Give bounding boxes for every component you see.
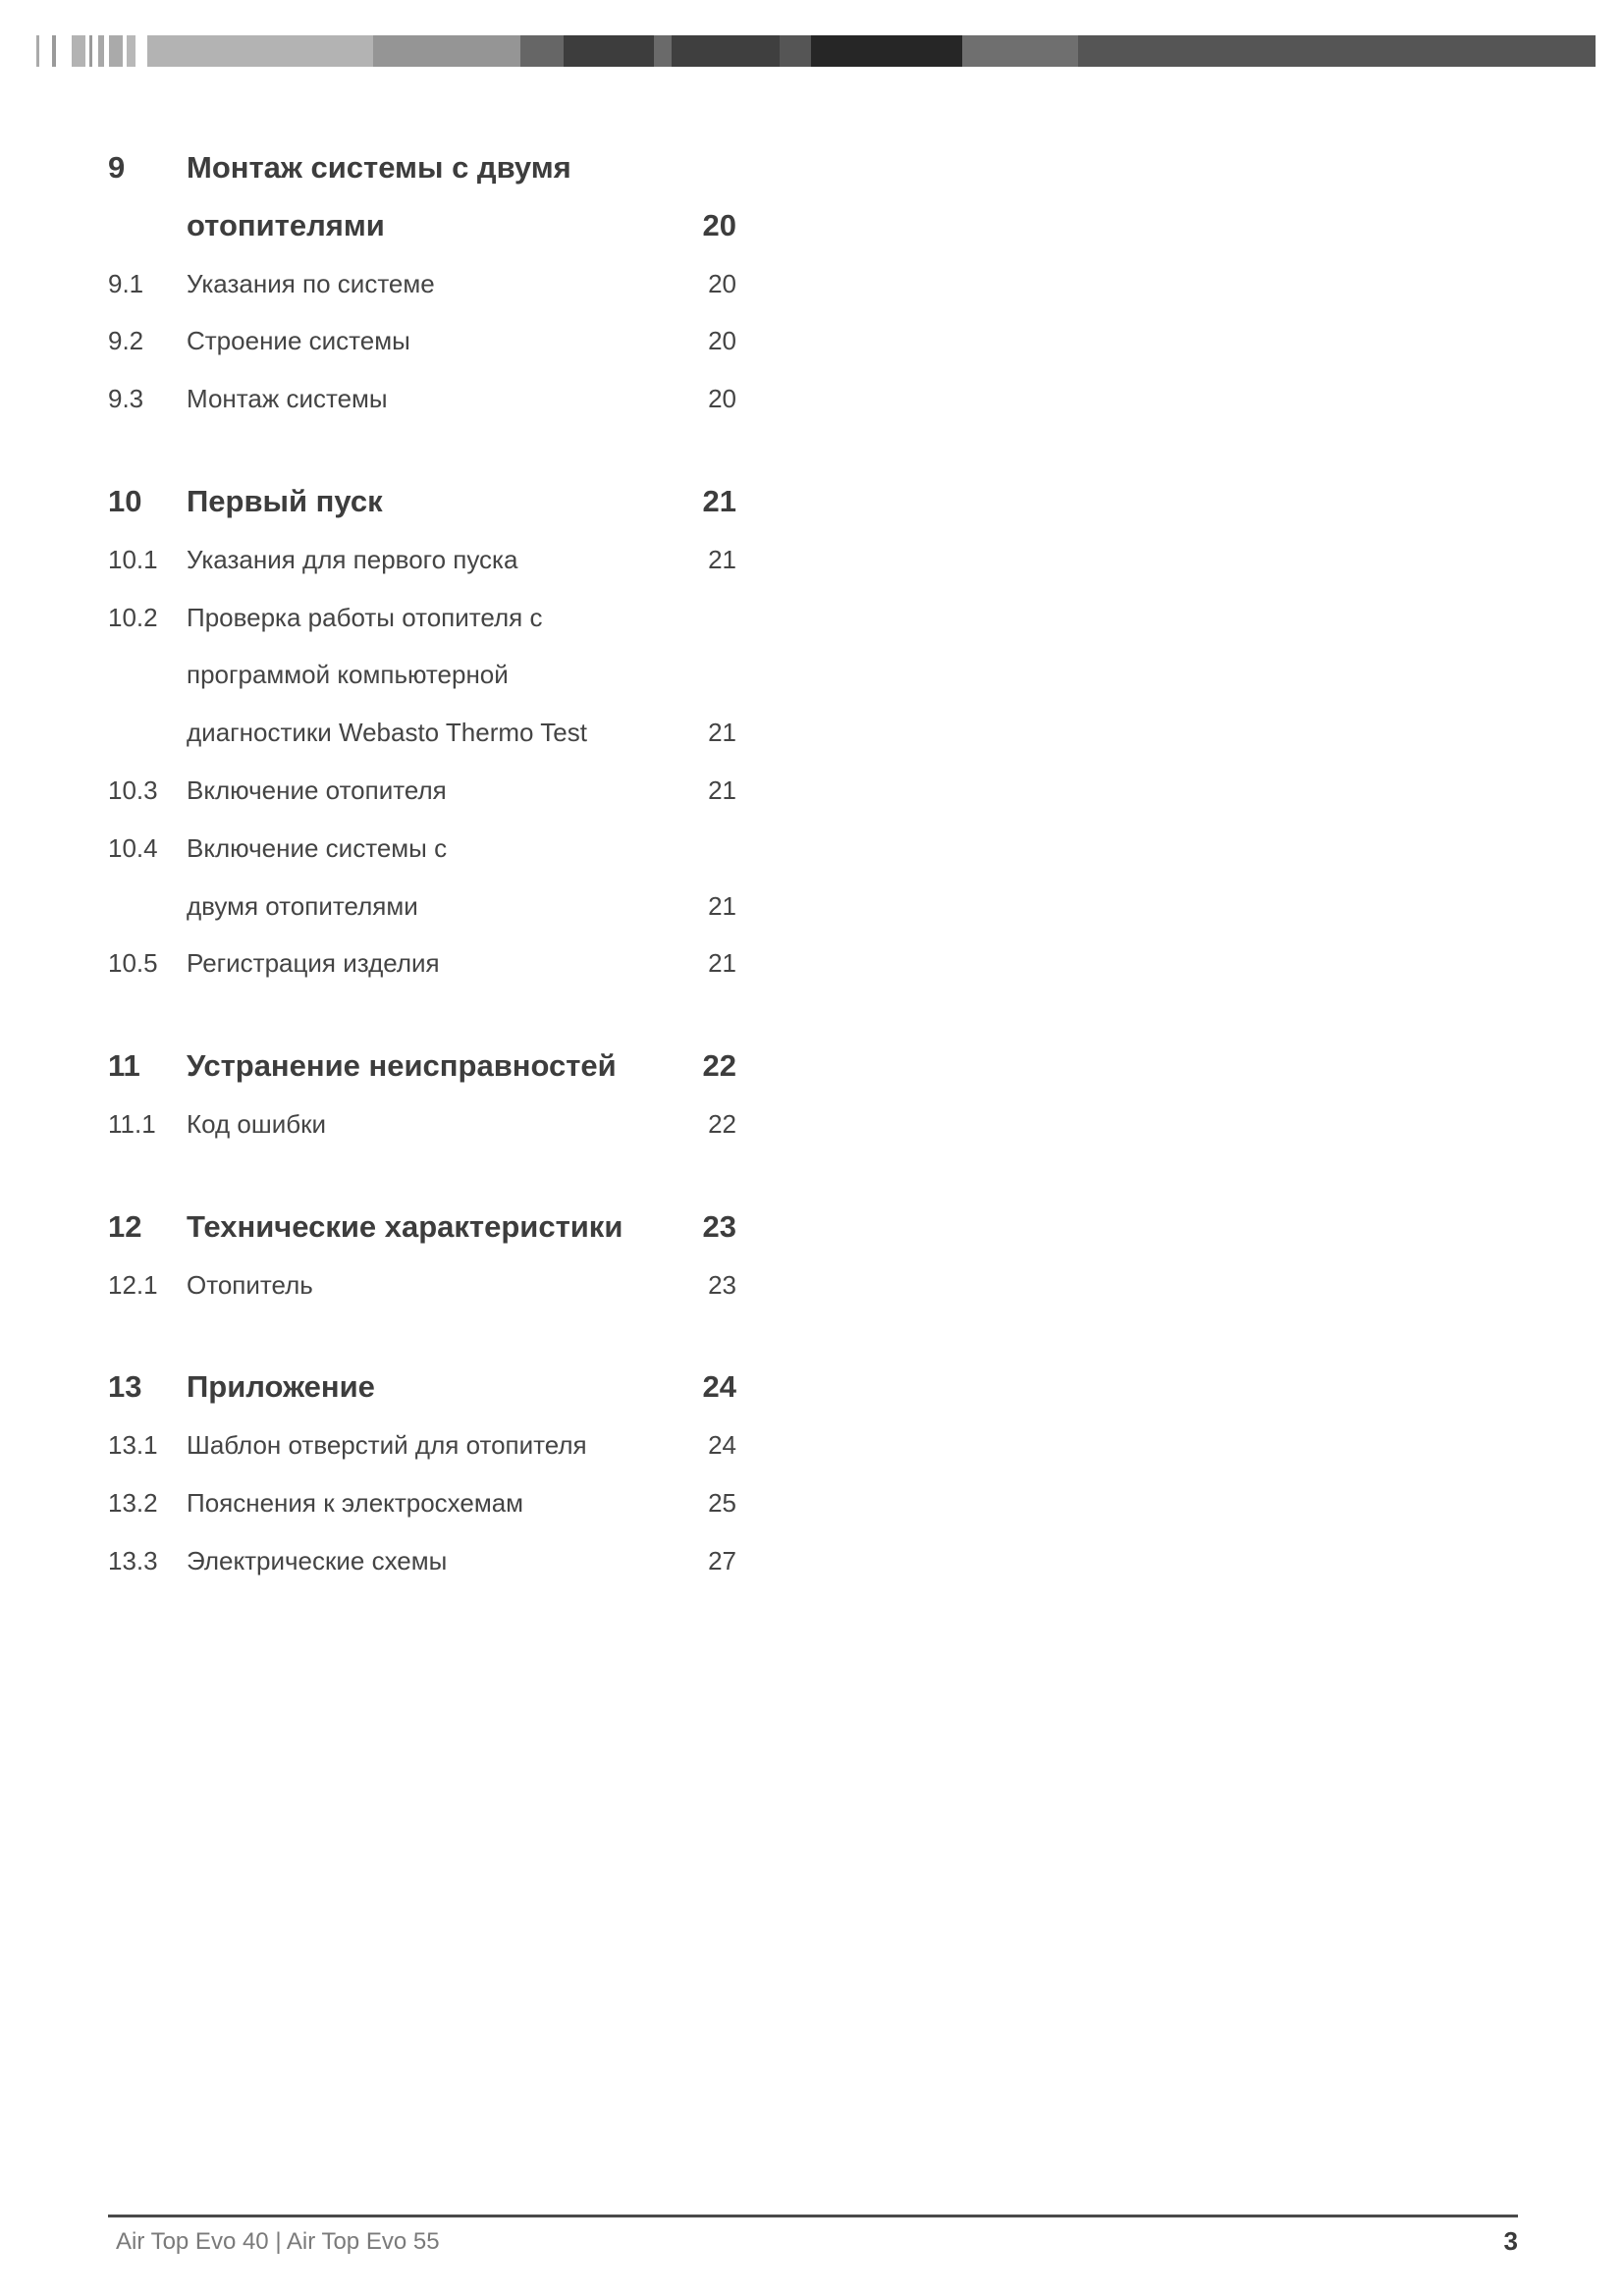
toc-item-line[interactable] (108, 934, 736, 992)
header-bar-tick (89, 35, 92, 67)
toc-item-number: 9.3 (108, 384, 144, 414)
toc-item-line[interactable] (108, 531, 736, 589)
toc-item-page: 24 (708, 1430, 736, 1461)
toc-item-title: Код ошибки (187, 1108, 327, 1139)
toc-item-line[interactable] (108, 704, 736, 762)
toc-item-title: Шаблон отверстий для отопителя (187, 1430, 587, 1461)
toc-item-line[interactable] (108, 1256, 736, 1314)
toc-chapter-line[interactable] (108, 139, 736, 197)
toc-item-title: диагностики Webasto Thermo Test (187, 718, 587, 748)
toc-section (108, 1038, 736, 1153)
toc-section (108, 139, 736, 428)
toc-item-line[interactable] (108, 646, 736, 704)
toc-item-title: Включение системы с (187, 832, 448, 863)
toc-item-number: 13.3 (108, 1545, 158, 1575)
toc-item-title: Проверка работы отопителя с (187, 602, 543, 632)
toc-item-number: 12.1 (108, 1269, 158, 1300)
header-bar-tick (98, 35, 104, 67)
toc-item-page: 21 (708, 774, 736, 805)
toc-item-page: 20 (708, 326, 736, 356)
toc-item-page: 21 (708, 544, 736, 574)
toc-item-page: 20 (708, 384, 736, 414)
header-bar-tick (109, 35, 123, 67)
toc-item-page: 23 (708, 1269, 736, 1300)
toc-item-page: 27 (708, 1545, 736, 1575)
header-bar-segment (1078, 35, 1596, 67)
header-bar-segment (520, 35, 564, 67)
toc-item-line[interactable] (108, 589, 736, 647)
toc-item-line[interactable] (108, 762, 736, 820)
header-bar-segment (962, 35, 1078, 67)
header-bar-segment (672, 35, 780, 67)
header-bar-tick (127, 35, 135, 67)
toc-item-line[interactable] (108, 1095, 736, 1153)
toc-item-line[interactable] (108, 255, 736, 313)
toc-item-title: программой компьютерной (187, 660, 509, 690)
header-bar-segment (654, 35, 672, 67)
toc-chapter-title: Приложение (187, 1369, 375, 1405)
toc-chapter-line[interactable] (108, 1199, 736, 1256)
toc-chapter-page: 22 (702, 1048, 736, 1084)
toc-chapter-line[interactable] (108, 473, 736, 531)
toc-item-number: 13.1 (108, 1430, 158, 1461)
toc-item-number: 9.1 (108, 268, 144, 298)
header-bar-segment (780, 35, 811, 67)
toc-item-title: Включение отопителя (187, 774, 447, 805)
toc-item-title: Строение системы (187, 326, 410, 356)
toc-item-title: двумя отопителями (187, 890, 418, 921)
header-bar-segment (564, 35, 654, 67)
toc-item-line[interactable] (108, 1474, 736, 1532)
toc-item-title: Отопитель (187, 1269, 313, 1300)
footer-divider (108, 2215, 1518, 2217)
toc-chapter-number: 9 (108, 150, 126, 185)
toc-chapter-title: Технические характеристики (187, 1208, 623, 1244)
toc-item-title: Регистрация изделия (187, 948, 440, 979)
toc-item-line[interactable] (108, 820, 736, 878)
toc-section (108, 473, 736, 992)
toc-item-page: 21 (708, 718, 736, 748)
toc-item-number: 10.1 (108, 544, 158, 574)
toc-chapter-title: Первый пуск (187, 483, 383, 518)
toc-item-number: 10.4 (108, 832, 158, 863)
table-of-contents (108, 139, 736, 1635)
toc-chapter-number: 10 (108, 483, 142, 518)
toc-item-number: 13.2 (108, 1487, 158, 1518)
toc-chapter-page: 20 (702, 207, 736, 242)
toc-item-title: Электрические схемы (187, 1545, 448, 1575)
toc-chapter-line[interactable] (108, 197, 736, 255)
toc-item-line[interactable] (108, 1416, 736, 1474)
toc-chapter-page: 23 (702, 1208, 736, 1244)
toc-item-page: 20 (708, 268, 736, 298)
header-bar-segment (373, 35, 520, 67)
toc-item-title: Указания по системе (187, 268, 435, 298)
toc-item-number: 10.5 (108, 948, 158, 979)
footer-page-number: 3 (1503, 2226, 1518, 2256)
toc-item-page: 21 (708, 890, 736, 921)
toc-item-title: Указания для первого пуска (187, 544, 518, 574)
toc-chapter-title: Устранение неисправностей (187, 1048, 617, 1084)
toc-chapter-title: отопителями (187, 207, 385, 242)
toc-item-title: Пояснения к электросхемам (187, 1487, 524, 1518)
toc-chapter-number: 11 (108, 1048, 140, 1084)
header-bar-tick (52, 35, 56, 67)
header-bar-segment (147, 35, 373, 67)
toc-chapter-page: 21 (702, 483, 736, 518)
toc-item-line[interactable] (108, 878, 736, 935)
toc-item-line[interactable] (108, 312, 736, 370)
toc-item-number: 11.1 (108, 1108, 156, 1139)
toc-section (108, 1359, 736, 1589)
toc-item-line[interactable] (108, 1532, 736, 1590)
header-bar-tick (72, 35, 85, 67)
header-bar-tick (36, 35, 39, 67)
toc-chapter-page: 24 (702, 1369, 736, 1405)
toc-item-number: 9.2 (108, 326, 144, 356)
toc-item-number: 10.2 (108, 602, 158, 632)
toc-item-line[interactable] (108, 370, 736, 428)
toc-chapter-number: 13 (108, 1369, 142, 1405)
toc-item-page: 21 (708, 948, 736, 979)
toc-item-page: 22 (708, 1108, 736, 1139)
toc-chapter-line[interactable] (108, 1038, 736, 1095)
toc-section (108, 1199, 736, 1314)
header-decor-bar (36, 35, 1596, 67)
toc-item-title: Монтаж системы (187, 384, 388, 414)
toc-item-number: 10.3 (108, 774, 158, 805)
header-bar-segment (811, 35, 962, 67)
toc-chapter-line[interactable] (108, 1359, 736, 1416)
toc-item-page: 25 (708, 1487, 736, 1518)
toc-chapter-title: Монтаж системы с двумя (187, 150, 571, 185)
footer-document-title: Air Top Evo 40 | Air Top Evo 55 (116, 2228, 440, 2255)
toc-chapter-number: 12 (108, 1208, 142, 1244)
